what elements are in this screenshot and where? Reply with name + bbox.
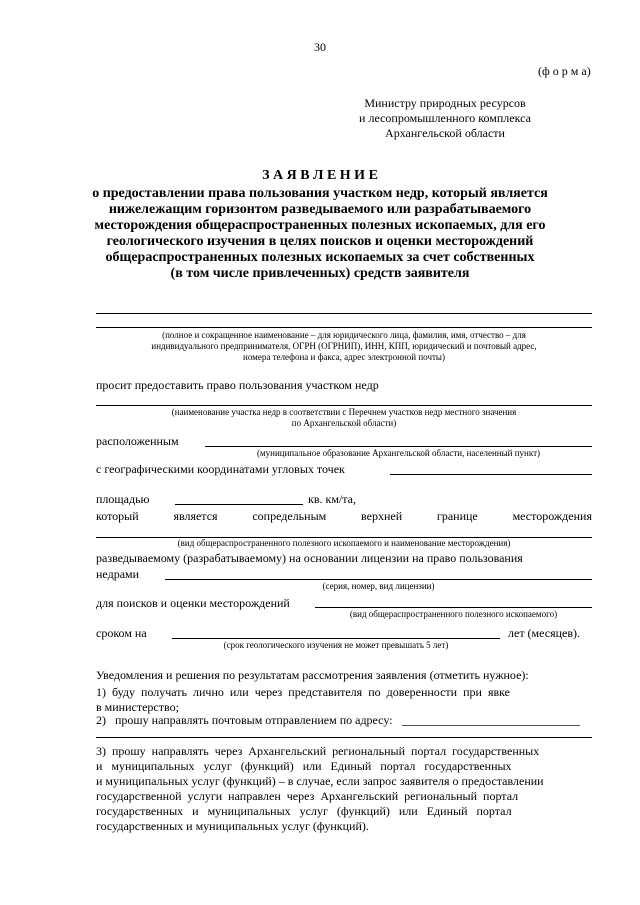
addressee-block <box>350 96 540 140</box>
hint-line: по Архангельской области) <box>291 418 397 428</box>
option-1[interactable] <box>96 685 592 714</box>
request-text: просит предоставить право пользования участком недр <box>96 378 379 392</box>
term-label: сроком на <box>96 626 147 640</box>
option-3-line: государственных и муниципальных услуг (функций). <box>96 819 369 833</box>
adjacent-word: верхней <box>361 509 403 523</box>
hint-line: (наименование участка недр в соответствии с Перечнем участков недр местного значения <box>171 407 517 417</box>
located-label: расположенным <box>96 434 179 448</box>
address-continuation-line[interactable] <box>96 737 592 738</box>
notify-heading: Уведомления и решения по результатам рассмотрения заявления (отметить нужное): <box>96 668 529 682</box>
addressee-line: и лесопромышленного комплекса <box>359 111 531 125</box>
adjacent-word: является <box>173 509 218 523</box>
document-title: З А Я В Л Е Н И Е <box>262 168 378 183</box>
adjacent-word: границе <box>436 509 478 523</box>
form-label: (ф о р м а) <box>538 64 591 78</box>
postal-address-line[interactable] <box>402 725 580 726</box>
mineral-deposit-hint: (вид общераспространенного полезного ископаемого и наименование месторождения) <box>177 538 511 548</box>
adjacent-word: месторождения <box>512 509 592 523</box>
option-3-line: государственных и муниципальных услуг (функций) или Единый портал <box>96 804 512 818</box>
license-number-line[interactable] <box>165 579 592 580</box>
plot-name-hint <box>96 407 592 429</box>
license-hint: (серия, номер, вид лицензии) <box>322 581 435 591</box>
search-label: для поисков и оценки месторождений <box>96 596 290 610</box>
area-label: площадью <box>96 492 150 506</box>
option-3-line: 3) прошу направлять через Архангельский региональный портал государственных <box>96 744 540 758</box>
coordinates-line[interactable] <box>390 474 592 475</box>
mineral-type-hint: (вид общераспространенного полезного ископаемого) <box>349 609 558 619</box>
applicant-hint <box>96 330 592 363</box>
plot-name-line[interactable] <box>96 405 592 406</box>
option-2[interactable]: 2) прошу направлять почтовым отправлением по адресу: <box>96 713 393 727</box>
applicant-line-2[interactable] <box>96 327 592 328</box>
option-3[interactable] <box>96 744 592 833</box>
subtitle-line: геологического изучения в целях поисков и оценки месторождений <box>106 234 534 249</box>
subtitle-line: нижележащим горизонтом разведываемого или разрабатываемого <box>108 202 532 217</box>
subtitle-line: о предоставлении права пользования участком недр, который является <box>92 186 548 201</box>
subtitle-line: общераспространенных полезных ископаемых за счет собственных <box>105 250 535 265</box>
term-line[interactable] <box>172 638 500 639</box>
adjacent-word: который <box>96 509 139 523</box>
addressee-line: Архангельской области <box>385 126 505 140</box>
option-1-line: в министерство; <box>96 700 179 714</box>
license-line-text: разведываемому (разрабатываемому) на основании лицензии на право пользования <box>96 551 523 565</box>
term-hint: (срок геологического изучения не может превышать 5 лет) <box>223 640 449 650</box>
adjacent-line <box>96 509 592 523</box>
option-3-line: государственной услуги направлен через Архангельский региональный портал <box>96 789 519 803</box>
addressee-line: Министру природных ресурсов <box>364 96 526 110</box>
option-1-line: 1) буду получать лично или через представителя по доверенности при явке <box>96 685 510 699</box>
hint-line: индивидуального предпринимателя, ОГРН (ОГРНИП), ИНН, КПП, юридический и почтовый адрес, <box>151 341 537 351</box>
adjacent-word: сопредельным <box>252 509 327 523</box>
municipality-hint: (муниципальное образование Архангельской области, населенный пункт) <box>256 448 541 458</box>
subtitle-line: месторождения общераспространенных полезных ископаемых, для его <box>94 218 546 233</box>
option-3-line: и муниципальных услуг (функций) – в случае, если запрос заявителя о предоставлении <box>96 774 544 788</box>
hint-line: (полное и сокращенное наименование – для юридического лица, фамилия, имя, отчество – для <box>162 330 526 340</box>
subsoil-label: недрами <box>96 567 140 581</box>
hint-line: номера телефона и факса, адрес электронной почты) <box>243 352 445 362</box>
area-unit: кв. км/та, <box>308 492 356 506</box>
option-3-line: и муниципальных услуг (функций) или Единый портал государственных <box>96 759 512 773</box>
subtitle-line: (в том числе привлеченных) средств заявителя <box>170 266 470 281</box>
coordinates-label: с географическими координатами угловых точек <box>96 462 345 476</box>
municipality-line[interactable] <box>205 446 592 447</box>
mineral-type-line[interactable] <box>315 607 592 608</box>
area-line[interactable] <box>175 504 303 505</box>
term-unit: лет (месяцев). <box>508 626 581 640</box>
document-subtitle <box>80 186 560 282</box>
applicant-line-1[interactable] <box>96 313 592 314</box>
page-number: 30 <box>314 40 326 54</box>
